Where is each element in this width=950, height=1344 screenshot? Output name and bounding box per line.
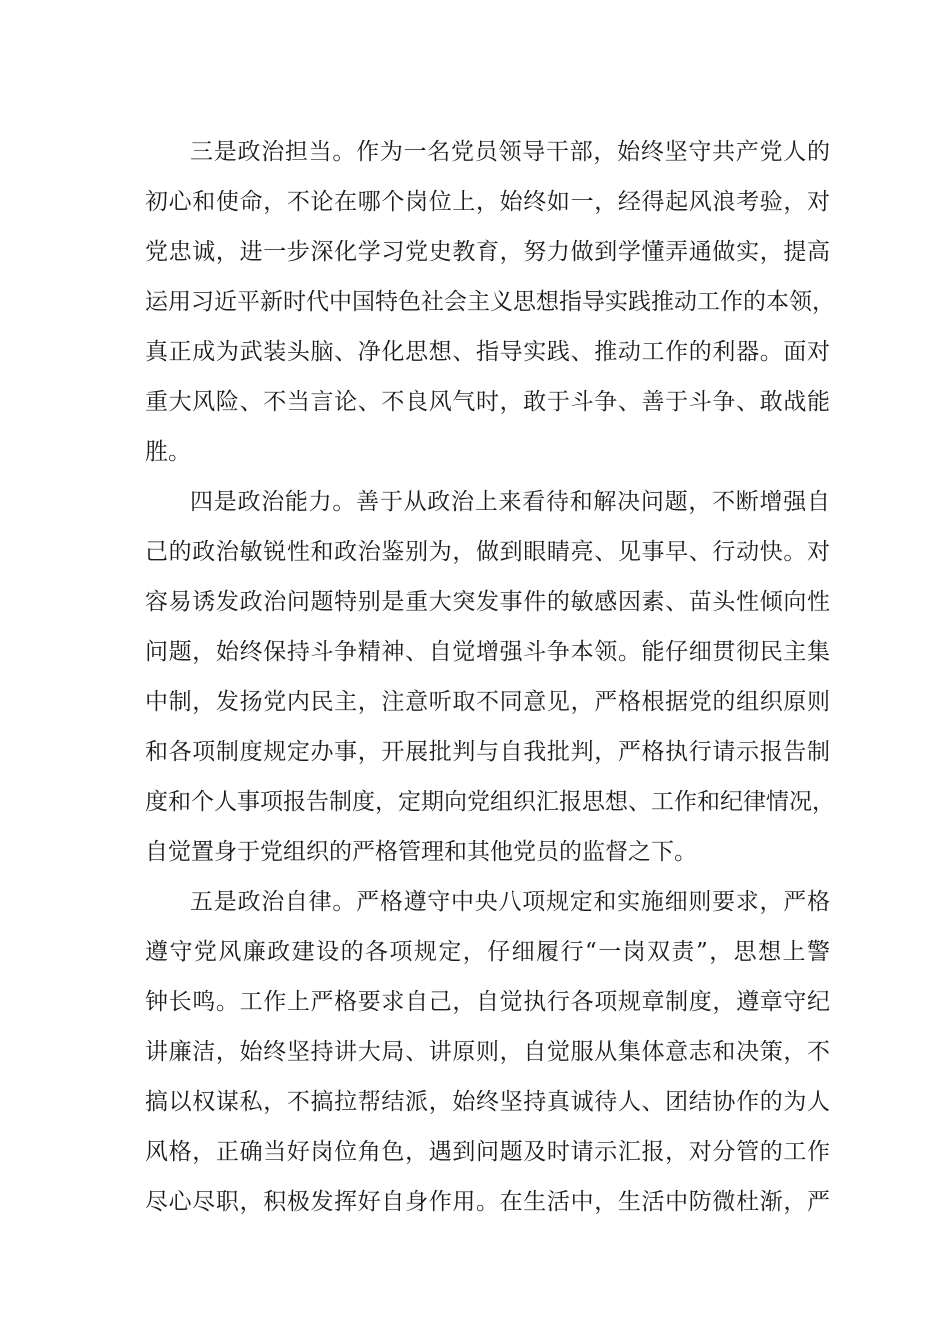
text-line: 党忠诚，进一步深化学习党史教育，努力做到学懂弄通做实，提高 bbox=[145, 239, 830, 265]
text-line: 容易诱发政治问题特别是重大突发事件的敏感因素、苗头性倾向性 bbox=[145, 589, 830, 615]
text-line: 四是政治能力。善于从政治上来看待和解决问题，不断增强自 bbox=[190, 489, 830, 515]
text-line: 真正成为武装头脑、净化思想、指导实践、推动工作的利器。面对 bbox=[145, 339, 830, 365]
text-line: 度和个人事项报告制度，定期向党组织汇报思想、工作和纪律情况， bbox=[145, 789, 835, 815]
text-line: 初心和使命，不论在哪个岗位上，始终如一，经得起风浪考验，对 bbox=[145, 189, 830, 215]
text-line: 中制，发扬党内民主，注意听取不同意见，严格根据党的组织原则 bbox=[145, 689, 830, 715]
text-line: 运用习近平新时代中国特色社会主义思想指导实践推动工作的本领， bbox=[145, 289, 835, 315]
text-line: 胜。 bbox=[145, 439, 191, 465]
text-line: 重大风险、不当言论、不良风气时，敢于斗争、善于斗争、敢战能 bbox=[145, 389, 830, 415]
text-line: 己的政治敏锐性和政治鉴别为，做到眼睛亮、见事早、行动快。对 bbox=[145, 539, 830, 565]
text-line: 讲廉洁，始终坚持讲大局、讲原则，自觉服从集体意志和决策，不 bbox=[145, 1039, 830, 1065]
text-line: 尽心尽职，积极发挥好自身作用。在生活中，生活中防微杜渐，严 bbox=[145, 1189, 830, 1215]
text-line: 遵守党风廉政建设的各项规定，仔细履行“一岗双责”，思想上警 bbox=[145, 939, 830, 965]
text-line: 搞以权谋私，不搞拉帮结派，始终坚持真诚待人、团结协作的为人 bbox=[145, 1089, 830, 1115]
text-line: 钟长鸣。工作上严格要求自己，自觉执行各项规章制度，遵章守纪 bbox=[145, 989, 830, 1015]
text-line: 三是政治担当。作为一名党员领导干部，始终坚守共产党人的 bbox=[190, 139, 830, 165]
text-line: 风格，正确当好岗位角色，遇到问题及时请示汇报，对分管的工作 bbox=[145, 1139, 830, 1165]
text-line: 自觉置身于党组织的严格管理和其他党员的监督之下。 bbox=[145, 839, 697, 865]
text-line: 问题，始终保持斗争精神、自觉增强斗争本领。能仔细贯彻民主集 bbox=[145, 639, 830, 665]
text-line: 和各项制度规定办事，开展批判与自我批判，严格执行请示报告制 bbox=[145, 739, 830, 765]
text-line: 五是政治自律。严格遵守中央八项规定和实施细则要求，严格 bbox=[190, 889, 830, 915]
